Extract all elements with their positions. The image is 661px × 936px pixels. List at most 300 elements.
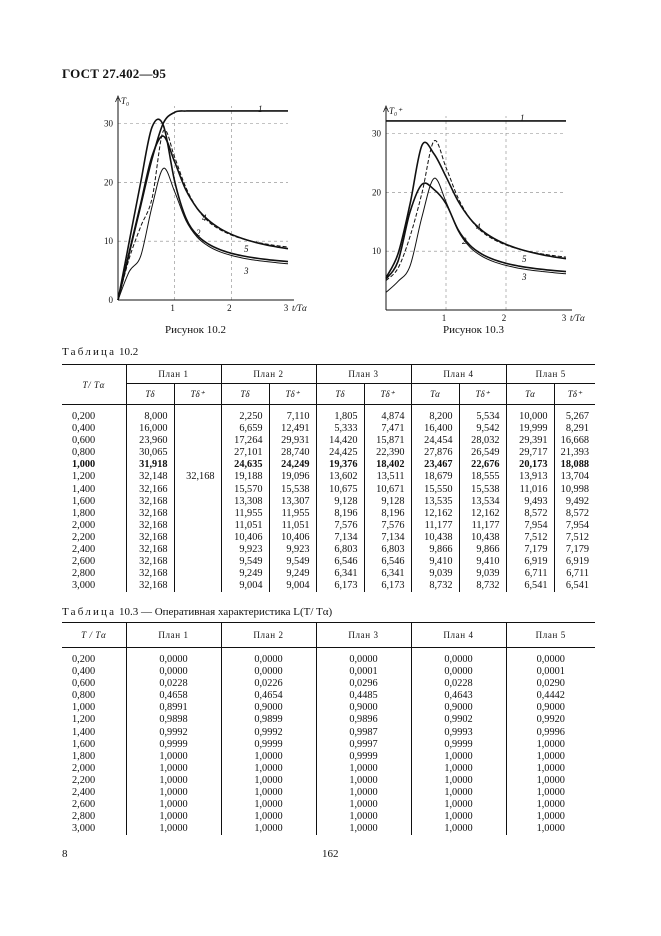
table-cell: 1,0000 bbox=[506, 823, 595, 835]
table-10-3-plan1-header: План 1 bbox=[126, 623, 221, 648]
table-row bbox=[62, 471, 595, 483]
table-cell: 1,0000 bbox=[411, 811, 506, 823]
table-cell: 7,512 bbox=[506, 532, 554, 544]
table-cell: 24,454 bbox=[411, 435, 459, 447]
table-cell: 31,918 bbox=[126, 459, 174, 471]
table-cell: 1,0000 bbox=[126, 799, 221, 811]
table-cell: 5,267 bbox=[554, 405, 595, 424]
figure-10-3-caption: Рисунок 10.3 bbox=[443, 324, 504, 336]
table-cell: 11,051 bbox=[269, 520, 316, 532]
table-row bbox=[62, 702, 595, 714]
table-row bbox=[62, 544, 595, 556]
figure-10-3 bbox=[358, 88, 585, 323]
table-cell: 0,0226 bbox=[221, 678, 316, 690]
table-cell: 18,679 bbox=[411, 471, 459, 483]
table-10-2-subheader: Тδ⁺ bbox=[364, 384, 411, 405]
table-cell: 1,0000 bbox=[411, 751, 506, 763]
table-10-3-plan4-header: План 4 bbox=[411, 623, 506, 648]
row-ratio-cell: 1,800 bbox=[72, 507, 96, 519]
figure-10-2 bbox=[90, 88, 307, 320]
table-cell: 0,0290 bbox=[506, 678, 595, 690]
table-row bbox=[62, 727, 595, 739]
table-cell: 9,004 bbox=[221, 580, 269, 592]
table-cell: 8,000 bbox=[126, 405, 174, 424]
table-cell: 1,0000 bbox=[126, 751, 221, 763]
table-cell: 19,096 bbox=[269, 471, 316, 483]
row-ratio-cell: 0,800 bbox=[72, 690, 96, 702]
table-cell: 9,866 bbox=[411, 544, 459, 556]
table-10-2-title-num: 10.2 bbox=[118, 346, 139, 358]
table-10-2 bbox=[62, 364, 595, 592]
table-cell: 1,0000 bbox=[126, 811, 221, 823]
table-cell: 15,538 bbox=[459, 484, 506, 496]
table-cell: 0,9996 bbox=[506, 727, 595, 739]
curve-label-2: 2 bbox=[196, 228, 201, 238]
x-tick-label: 2 bbox=[227, 303, 232, 313]
row-ratio-cell: 2,200 bbox=[72, 531, 96, 543]
curve-label-2: 2 bbox=[462, 236, 467, 246]
table-cell: 32,168 bbox=[126, 508, 174, 520]
table-cell: 7,179 bbox=[554, 544, 595, 556]
table-cell: 18,402 bbox=[364, 459, 411, 471]
table-cell: 2,250 bbox=[221, 405, 269, 424]
x-axis-label: t/Tα bbox=[292, 303, 307, 313]
x-axis-label: t/Tα bbox=[570, 313, 585, 323]
table-cell: 0,9999 bbox=[316, 751, 411, 763]
table-row bbox=[62, 532, 595, 544]
table-cell: 9,549 bbox=[269, 556, 316, 568]
table-cell: 5,534 bbox=[459, 405, 506, 424]
table-cell: 19,376 bbox=[316, 459, 364, 471]
table-10-2-subheader: Тδ⁺ bbox=[554, 384, 595, 405]
table-cell: 1,0000 bbox=[316, 787, 411, 799]
row-ratio-cell: 2,600 bbox=[72, 799, 96, 811]
table-cell: 0,9899 bbox=[221, 714, 316, 726]
curve-label-4: 4 bbox=[476, 222, 481, 232]
table-cell: 24,635 bbox=[221, 459, 269, 471]
table-cell: 1,0000 bbox=[126, 823, 221, 835]
table-cell: 7,471 bbox=[364, 423, 411, 435]
table-cell: 12,162 bbox=[411, 508, 459, 520]
curve-3 bbox=[386, 178, 566, 292]
table-cell: 9,039 bbox=[411, 568, 459, 580]
table-cell: 0,4654 bbox=[221, 690, 316, 702]
x-tick-label: 3 bbox=[283, 303, 289, 313]
table-cell: 0,9997 bbox=[316, 739, 411, 751]
table-cell: 1,0000 bbox=[126, 763, 221, 775]
row-ratio-cell: 3,000 bbox=[72, 823, 96, 835]
table-cell: 1,0000 bbox=[126, 787, 221, 799]
table-row bbox=[62, 496, 595, 508]
table-row bbox=[62, 405, 595, 424]
table-cell: 1,0000 bbox=[221, 787, 316, 799]
table-cell bbox=[174, 496, 221, 508]
table-cell: 8,732 bbox=[459, 580, 506, 592]
table-cell: 0,0000 bbox=[411, 666, 506, 678]
table-cell: 1,0000 bbox=[221, 775, 316, 787]
table-cell: 13,535 bbox=[411, 496, 459, 508]
table-cell: 7,512 bbox=[554, 532, 595, 544]
table-cell: 32,168 bbox=[174, 471, 221, 483]
table-cell: 19,999 bbox=[506, 423, 554, 435]
table-row bbox=[62, 435, 595, 447]
table-cell: 1,0000 bbox=[316, 823, 411, 835]
table-row bbox=[62, 520, 595, 532]
table-cell: 16,400 bbox=[411, 423, 459, 435]
table-cell: 0,0000 bbox=[221, 648, 316, 667]
table-cell: 1,0000 bbox=[316, 799, 411, 811]
table-10-3 bbox=[62, 622, 595, 835]
table-cell: 18,555 bbox=[459, 471, 506, 483]
row-ratio-cell: 1,600 bbox=[72, 495, 96, 507]
row-ratio-cell: 2,400 bbox=[72, 544, 96, 556]
table-cell: 1,0000 bbox=[316, 811, 411, 823]
figure-10-2-caption: Рисунок 10.2 bbox=[165, 324, 226, 336]
table-cell: 6,341 bbox=[316, 568, 364, 580]
table-cell: 6,541 bbox=[554, 580, 595, 592]
row-ratio-cell: 0,600 bbox=[72, 678, 96, 690]
row-ratio-cell: 2,600 bbox=[72, 556, 96, 568]
table-cell: 13,704 bbox=[554, 471, 595, 483]
table-cell: 27,101 bbox=[221, 447, 269, 459]
table-cell: 6,541 bbox=[506, 580, 554, 592]
table-cell: 7,576 bbox=[364, 520, 411, 532]
table-cell bbox=[174, 423, 221, 435]
table-row bbox=[62, 423, 595, 435]
table-cell: 11,016 bbox=[506, 484, 554, 496]
curve-5 bbox=[118, 119, 288, 300]
table-cell: 0,4643 bbox=[411, 690, 506, 702]
table-cell: 9,004 bbox=[269, 580, 316, 592]
table-row bbox=[62, 568, 595, 580]
row-ratio-cell: 3,000 bbox=[72, 580, 96, 592]
table-row bbox=[62, 823, 595, 835]
table-cell: 8,196 bbox=[316, 508, 364, 520]
table-cell: 6,803 bbox=[364, 544, 411, 556]
row-ratio-cell: 2,800 bbox=[72, 811, 96, 823]
document-header: ГОСТ 27.402—95 bbox=[62, 66, 167, 81]
table-cell bbox=[174, 447, 221, 459]
table-cell: 19,188 bbox=[221, 471, 269, 483]
table-cell: 9,542 bbox=[459, 423, 506, 435]
table-cell: 15,538 bbox=[269, 484, 316, 496]
y-tick-label: 30 bbox=[104, 118, 113, 129]
row-ratio-cell: 0,200 bbox=[72, 654, 96, 665]
table-cell: 29,717 bbox=[506, 447, 554, 459]
curve-label-5: 5 bbox=[244, 244, 249, 254]
x-tick-label: 1 bbox=[441, 313, 447, 323]
table-cell: 9,249 bbox=[221, 568, 269, 580]
table-cell: 10,438 bbox=[459, 532, 506, 544]
table-row bbox=[62, 666, 595, 678]
table-cell: 15,871 bbox=[364, 435, 411, 447]
table-cell: 1,0000 bbox=[411, 787, 506, 799]
table-row bbox=[62, 580, 595, 592]
table-10-3-header-row bbox=[62, 623, 595, 648]
table-cell: 13,913 bbox=[506, 471, 554, 483]
table-10-2-subheader: Тδ bbox=[126, 384, 174, 405]
row-ratio-cell: 0,200 bbox=[72, 411, 96, 422]
table-cell: 10,000 bbox=[506, 405, 554, 424]
table-row bbox=[62, 484, 595, 496]
x-tick-label: 3 bbox=[561, 313, 567, 323]
table-row bbox=[62, 763, 595, 775]
table-10-2-body bbox=[62, 405, 595, 593]
curve-label-4: 4 bbox=[202, 213, 207, 223]
table-cell: 1,0000 bbox=[411, 763, 506, 775]
table-cell: 6,919 bbox=[506, 556, 554, 568]
table-10-2-plan4-header: План 4 bbox=[411, 365, 506, 384]
table-cell: 0,0000 bbox=[316, 648, 411, 667]
table-cell: 24,425 bbox=[316, 447, 364, 459]
table-10-2-plan-header-row bbox=[62, 365, 595, 384]
table-cell bbox=[174, 544, 221, 556]
table-cell: 32,168 bbox=[126, 568, 174, 580]
table-cell: 8,572 bbox=[554, 508, 595, 520]
table-cell: 11,177 bbox=[411, 520, 459, 532]
table-cell bbox=[174, 568, 221, 580]
row-ratio-cell: 2,200 bbox=[72, 774, 96, 786]
table-cell: 0,0296 bbox=[316, 678, 411, 690]
page-number-center: 162 bbox=[322, 848, 339, 860]
table-cell: 13,534 bbox=[459, 496, 506, 508]
row-ratio-cell: 2,400 bbox=[72, 787, 96, 799]
row-ratio-cell: 1,800 bbox=[72, 750, 96, 762]
row-ratio-cell: 2,800 bbox=[72, 568, 96, 580]
table-10-2-subheader: Тδ⁺ bbox=[269, 384, 316, 405]
table-10-2-title-prefix: Таблица bbox=[62, 346, 117, 358]
table-cell: 6,173 bbox=[316, 580, 364, 592]
table-cell: 7,134 bbox=[364, 532, 411, 544]
table-10-2-col0-header: T/ Tα bbox=[62, 365, 126, 405]
table-cell: 23,467 bbox=[411, 459, 459, 471]
table-row bbox=[62, 714, 595, 726]
row-ratio-cell: 1,000 bbox=[72, 702, 96, 714]
row-ratio-cell: 1,400 bbox=[72, 483, 96, 495]
gridlines bbox=[118, 106, 288, 300]
table-cell: 9,128 bbox=[316, 496, 364, 508]
table-10-2-subheader-row bbox=[62, 384, 595, 405]
table-cell: 15,550 bbox=[411, 484, 459, 496]
table-cell: 9,128 bbox=[364, 496, 411, 508]
table-cell: 6,546 bbox=[364, 556, 411, 568]
table-cell: 0,0000 bbox=[221, 666, 316, 678]
table-cell: 10,675 bbox=[316, 484, 364, 496]
table-10-3-col0-header: T / Tα bbox=[62, 623, 126, 648]
row-ratio-cell: 0,400 bbox=[72, 423, 96, 435]
table-cell: 23,960 bbox=[126, 435, 174, 447]
row-ratio-cell: 0,400 bbox=[72, 666, 96, 678]
table-cell: 0,0001 bbox=[316, 666, 411, 678]
table-cell: 0,0000 bbox=[506, 648, 595, 667]
table-cell: 26,549 bbox=[459, 447, 506, 459]
table-cell: 13,307 bbox=[269, 496, 316, 508]
table-cell: 1,0000 bbox=[506, 787, 595, 799]
y-tick-label: 30 bbox=[372, 128, 381, 139]
table-cell: 1,0000 bbox=[221, 799, 316, 811]
curve-2 bbox=[386, 140, 566, 280]
table-10-3-plan5-header: План 5 bbox=[506, 623, 595, 648]
row-ratio-cell: 0,800 bbox=[72, 447, 96, 459]
table-cell: 32,166 bbox=[126, 484, 174, 496]
table-cell: 29,391 bbox=[506, 435, 554, 447]
table-cell: 0,4485 bbox=[316, 690, 411, 702]
row-ratio-cell: 2,000 bbox=[72, 519, 96, 531]
table-cell: 1,0000 bbox=[126, 775, 221, 787]
table-cell: 32,168 bbox=[126, 580, 174, 592]
table-cell: 12,162 bbox=[459, 508, 506, 520]
table-cell: 0,0000 bbox=[126, 648, 221, 667]
table-row bbox=[62, 690, 595, 702]
table-10-2-plan3-header: План 3 bbox=[316, 365, 411, 384]
table-cell: 6,173 bbox=[364, 580, 411, 592]
table-cell: 6,919 bbox=[554, 556, 595, 568]
table-cell: 10,438 bbox=[411, 532, 459, 544]
x-tick-label: 1 bbox=[170, 303, 175, 313]
table-cell: 1,805 bbox=[316, 405, 364, 424]
table-10-2-title bbox=[62, 346, 138, 358]
row-ratio-cell: 2,000 bbox=[72, 762, 96, 774]
table-10-2-subheader: Тα bbox=[411, 384, 459, 405]
table-10-2-subheader: Тδ⁺ bbox=[459, 384, 506, 405]
table-cell: 32,168 bbox=[126, 496, 174, 508]
table-10-2-subheader: Тδ bbox=[221, 384, 269, 405]
table-cell: 13,308 bbox=[221, 496, 269, 508]
table-cell: 0,9999 bbox=[411, 739, 506, 751]
table-cell: 32,168 bbox=[126, 520, 174, 532]
y-tick-label: 10 bbox=[104, 236, 113, 247]
table-cell: 27,876 bbox=[411, 447, 459, 459]
table-cell: 8,200 bbox=[411, 405, 459, 424]
curve-label-3: 3 bbox=[522, 272, 527, 282]
curve-1 bbox=[118, 111, 288, 300]
table-cell: 1,0000 bbox=[411, 823, 506, 835]
table-10-2-plan5-header: План 5 bbox=[506, 365, 595, 384]
table-cell: 30,065 bbox=[126, 447, 174, 459]
table-cell: 11,051 bbox=[221, 520, 269, 532]
table-cell: 11,955 bbox=[221, 508, 269, 520]
table-cell: 8,732 bbox=[411, 580, 459, 592]
y-tick-label: 0 bbox=[108, 295, 113, 305]
table-cell: 1,0000 bbox=[316, 763, 411, 775]
table-cell: 0,8991 bbox=[126, 702, 221, 714]
table-cell: 9,493 bbox=[506, 496, 554, 508]
table-cell: 22,390 bbox=[364, 447, 411, 459]
table-cell bbox=[174, 508, 221, 520]
table-cell: 0,4442 bbox=[506, 690, 595, 702]
table-cell: 21,393 bbox=[554, 447, 595, 459]
y-tick-label: 10 bbox=[372, 246, 381, 257]
table-10-3-title-rest: — Оперативная характеристика L(T/ Tα) bbox=[138, 606, 333, 618]
page-number-left: 8 bbox=[62, 848, 68, 860]
table-cell: 17,264 bbox=[221, 435, 269, 447]
table-cell: 6,659 bbox=[221, 423, 269, 435]
table-cell: 9,492 bbox=[554, 496, 595, 508]
table-10-3-title-prefix: Таблица bbox=[62, 606, 117, 618]
table-cell: 1,0000 bbox=[506, 799, 595, 811]
table-cell bbox=[174, 484, 221, 496]
table-cell: 9,549 bbox=[221, 556, 269, 568]
table-cell: 28,740 bbox=[269, 447, 316, 459]
table-cell: 0,4658 bbox=[126, 690, 221, 702]
table-cell: 10,671 bbox=[364, 484, 411, 496]
table-cell: 1,0000 bbox=[221, 811, 316, 823]
table-cell: 0,9898 bbox=[126, 714, 221, 726]
table-cell: 32,148 bbox=[126, 471, 174, 483]
row-ratio-cell: 0,600 bbox=[72, 435, 96, 447]
table-cell: 12,491 bbox=[269, 423, 316, 435]
table-cell: 7,179 bbox=[506, 544, 554, 556]
table-cell: 0,0000 bbox=[126, 666, 221, 678]
table-cell: 1,0000 bbox=[221, 763, 316, 775]
table-row bbox=[62, 508, 595, 520]
table-cell: 15,570 bbox=[221, 484, 269, 496]
table-cell: 0,9999 bbox=[221, 739, 316, 751]
table-10-3-title-num: 10.3 bbox=[118, 606, 139, 618]
table-cell bbox=[174, 459, 221, 471]
table-cell: 0,9992 bbox=[221, 727, 316, 739]
table-cell: 13,602 bbox=[316, 471, 364, 483]
row-ratio-cell: 1,000 bbox=[72, 459, 96, 471]
table-cell: 11,955 bbox=[269, 508, 316, 520]
curve-label-1: 1 bbox=[520, 113, 525, 123]
table-cell: 1,0000 bbox=[221, 823, 316, 835]
table-cell: 6,546 bbox=[316, 556, 364, 568]
table-cell bbox=[174, 580, 221, 592]
table-cell: 9,249 bbox=[269, 568, 316, 580]
table-cell: 4,874 bbox=[364, 405, 411, 424]
curve-label-1: 1 bbox=[258, 104, 263, 114]
table-cell: 0,0001 bbox=[506, 666, 595, 678]
table-cell: 0,0000 bbox=[411, 648, 506, 667]
table-cell: 0,0228 bbox=[126, 678, 221, 690]
table-cell bbox=[174, 520, 221, 532]
y-tick-label: 20 bbox=[104, 177, 113, 188]
table-10-3-title bbox=[62, 606, 332, 618]
table-cell: 0,9902 bbox=[411, 714, 506, 726]
table-row bbox=[62, 811, 595, 823]
table-row bbox=[62, 751, 595, 763]
table-cell: 8,291 bbox=[554, 423, 595, 435]
table-cell: 7,954 bbox=[554, 520, 595, 532]
curve-label-3: 3 bbox=[244, 266, 249, 276]
table-row bbox=[62, 556, 595, 568]
table-cell: 9,866 bbox=[459, 544, 506, 556]
table-10-2-subheader: Тδ bbox=[316, 384, 364, 405]
row-ratio-cell: 1,200 bbox=[72, 471, 96, 483]
table-cell: 11,177 bbox=[459, 520, 506, 532]
table-cell: 10,406 bbox=[269, 532, 316, 544]
table-row bbox=[62, 799, 595, 811]
table-cell: 32,168 bbox=[126, 544, 174, 556]
table-cell bbox=[174, 532, 221, 544]
table-cell: 7,110 bbox=[269, 405, 316, 424]
table-cell: 6,803 bbox=[316, 544, 364, 556]
table-cell: 16,668 bbox=[554, 435, 595, 447]
table-cell: 9,410 bbox=[459, 556, 506, 568]
x-tick-label: 2 bbox=[501, 313, 507, 323]
table-cell: 9,923 bbox=[221, 544, 269, 556]
table-cell: 0,9920 bbox=[506, 714, 595, 726]
table-row bbox=[62, 775, 595, 787]
table-cell: 13,511 bbox=[364, 471, 411, 483]
table-row bbox=[62, 447, 595, 459]
table-cell: 10,998 bbox=[554, 484, 595, 496]
table-cell: 0,0228 bbox=[411, 678, 506, 690]
table-cell: 1,0000 bbox=[411, 799, 506, 811]
table-cell: 28,032 bbox=[459, 435, 506, 447]
table-10-2-plan1-header: План 1 bbox=[126, 365, 221, 384]
